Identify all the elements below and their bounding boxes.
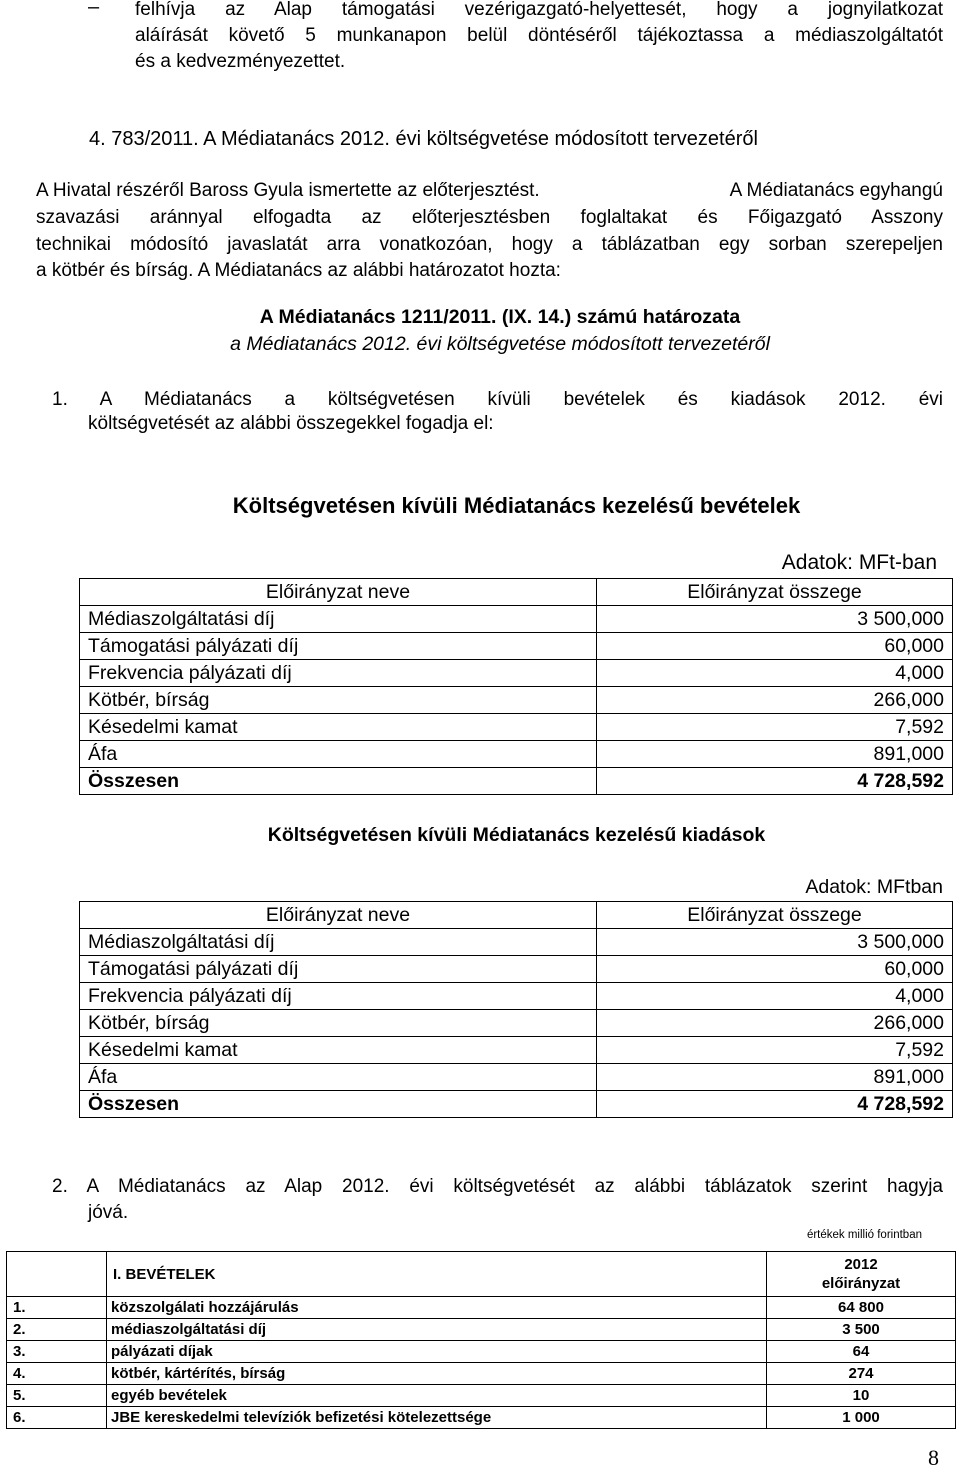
row-index: 2. bbox=[7, 1319, 107, 1341]
paragraph-line-1a: A Hivatal részéről Baross Gyula ismertette az előterjesztést. bbox=[36, 180, 540, 201]
row-label: Frekvencia pályázati díj bbox=[80, 983, 597, 1010]
total-label: Összesen bbox=[80, 768, 597, 795]
row-value: 4,000 bbox=[597, 983, 953, 1010]
table-total-row bbox=[80, 1091, 953, 1118]
point2-line-2: jóvá. bbox=[88, 1202, 129, 1223]
table-row bbox=[7, 1407, 956, 1429]
total-label: Összesen bbox=[80, 1091, 597, 1118]
header-label-cell bbox=[107, 1252, 767, 1297]
bullet-dash: – bbox=[88, 0, 100, 18]
table-header-row bbox=[7, 1252, 956, 1297]
row-value: 891,000 bbox=[597, 1064, 953, 1091]
row-value: 3 500,000 bbox=[597, 606, 953, 633]
row-label: Támogatási pályázati díj bbox=[80, 633, 597, 660]
row-value: 891,000 bbox=[597, 741, 953, 768]
table-row bbox=[80, 660, 953, 687]
row-index: 1. bbox=[7, 1297, 107, 1319]
row-label: Támogatási pályázati díj bbox=[80, 956, 597, 983]
table-row bbox=[80, 633, 953, 660]
row-value: 64 800 bbox=[767, 1297, 956, 1319]
table-header-row bbox=[80, 902, 953, 929]
revenue-header-year: 2012 bbox=[844, 1256, 878, 1273]
intro-line-2: aláírását követő 5 munkanapon belül döntéséről tájékoztassa a médiaszolgáltatót bbox=[135, 25, 943, 46]
row-label: Médiaszolgáltatási díj bbox=[80, 606, 597, 633]
intro-line-3: és a kedvezményezettet. bbox=[135, 51, 346, 72]
row-value: 274 bbox=[767, 1363, 956, 1385]
total-value: 4 728,592 bbox=[597, 1091, 953, 1118]
expense-table-unit: Adatok: MFtban bbox=[805, 876, 943, 898]
row-label: közszolgálati hozzájárulás bbox=[107, 1297, 767, 1319]
row-label: Késedelmi kamat bbox=[80, 1037, 597, 1064]
point2-line-1: 2. A Médiatanács az Alap 2012. évi költségvetését az alábbi táblázatok szerint hagyja bbox=[52, 1176, 943, 1197]
paragraph-line-3: technikai módosító javaslatát arra vonatkozóan, hogy a táblázatban egy sorban szerepeljen bbox=[36, 234, 943, 255]
paragraph-line-1b: A Médiatanács egyhangú bbox=[729, 180, 943, 201]
table-row bbox=[80, 983, 953, 1010]
table-row bbox=[7, 1341, 956, 1363]
table-row bbox=[80, 741, 953, 768]
row-label: médiaszolgáltatási díj bbox=[107, 1319, 767, 1341]
column-header: Előirányzat összege bbox=[597, 579, 953, 606]
expense-table-title: Költségvetésen kívüli Médiatanács kezelésű kiadások bbox=[267, 824, 766, 846]
row-label: Áfa bbox=[80, 741, 597, 768]
row-value: 3 500,000 bbox=[597, 929, 953, 956]
table-row bbox=[7, 1297, 956, 1319]
row-value: 266,000 bbox=[597, 1010, 953, 1037]
revenue-table-note: értékek millió forintban bbox=[806, 1229, 922, 1241]
row-index: 6. bbox=[7, 1407, 107, 1429]
row-value: 4,000 bbox=[597, 660, 953, 687]
revenue-header-amount: előirányzat bbox=[821, 1275, 901, 1292]
row-label: Frekvencia pályázati díj bbox=[80, 660, 597, 687]
paragraph-line-4: a kötbér és bírság. A Médiatanács az alábbi határozatot hozta: bbox=[36, 260, 561, 281]
revenue-header-label: I. BEVÉTELEK bbox=[113, 1265, 216, 1283]
row-value: 60,000 bbox=[597, 956, 953, 983]
total-value: 4 728,592 bbox=[597, 768, 953, 795]
row-label: kötbér, kártérítés, bírság bbox=[107, 1363, 767, 1385]
table-row bbox=[80, 1037, 953, 1064]
table-row bbox=[80, 929, 953, 956]
intro-line-1: felhívja az Alap támogatási vezérigazgató-helyettesét, hogy a jognyilatkozat bbox=[135, 0, 943, 20]
row-label: Médiaszolgáltatási díj bbox=[80, 929, 597, 956]
table-row bbox=[7, 1319, 956, 1341]
row-value: 60,000 bbox=[597, 633, 953, 660]
table-row bbox=[80, 1064, 953, 1091]
table-row bbox=[7, 1385, 956, 1407]
header-amount-cell bbox=[767, 1252, 956, 1297]
row-index: 3. bbox=[7, 1341, 107, 1363]
page-number: 8 bbox=[928, 1445, 939, 1470]
row-index: 5. bbox=[7, 1385, 107, 1407]
row-label: egyéb bevételek bbox=[107, 1385, 767, 1407]
row-value: 266,000 bbox=[597, 687, 953, 714]
paragraph-line-2: szavazási aránnyal elfogadta az előterjesztésben foglaltakat és Főigazgató Asszony bbox=[36, 207, 943, 228]
point1-line-2: költségvetését az alábbi összegekkel fogadja el: bbox=[88, 413, 494, 434]
row-value: 7,592 bbox=[597, 1037, 953, 1064]
row-value: 1 000 bbox=[767, 1407, 956, 1429]
table-row bbox=[80, 606, 953, 633]
row-value: 7,592 bbox=[597, 714, 953, 741]
income-table bbox=[79, 578, 953, 795]
column-header: Előirányzat neve bbox=[80, 902, 597, 929]
table-row bbox=[80, 956, 953, 983]
row-label: JBE kereskedelmi televíziók befizetési kötelezettsége bbox=[107, 1407, 767, 1429]
row-label: Áfa bbox=[80, 1064, 597, 1091]
resolution-subtitle: a Médiatanács 2012. évi költségvetése módosított tervezetéről bbox=[230, 333, 770, 355]
row-label: pályázati díjak bbox=[107, 1341, 767, 1363]
table-total-row bbox=[80, 768, 953, 795]
row-label: Kötbér, bírság bbox=[80, 687, 597, 714]
income-table-unit: Adatok: MFt-ban bbox=[781, 551, 937, 574]
table-row bbox=[7, 1363, 956, 1385]
column-header: Előirányzat neve bbox=[80, 579, 597, 606]
row-value: 64 bbox=[767, 1341, 956, 1363]
income-table-title: Költségvetésen kívüli Médiatanács kezelésű bevételek bbox=[232, 493, 801, 518]
table-row bbox=[80, 687, 953, 714]
row-index: 4. bbox=[7, 1363, 107, 1385]
row-label: Kötbér, bírság bbox=[80, 1010, 597, 1037]
column-header: Előirányzat összege bbox=[597, 902, 953, 929]
row-value: 3 500 bbox=[767, 1319, 956, 1341]
expense-table bbox=[79, 901, 953, 1118]
resolution-title: A Médiatanács 1211/2011. (IX. 14.) számú határozata bbox=[259, 306, 741, 328]
header-spacer bbox=[7, 1252, 107, 1297]
row-label: Késedelmi kamat bbox=[80, 714, 597, 741]
table-header-row bbox=[80, 579, 953, 606]
table-row bbox=[80, 714, 953, 741]
point1-line-1: 1. A Médiatanács a költségvetésen kívüli bevételek és kiadások 2012. évi bbox=[52, 389, 943, 410]
row-value: 10 bbox=[767, 1385, 956, 1407]
table-row bbox=[80, 1010, 953, 1037]
section-heading: 4. 783/2011. A Médiatanács 2012. évi költségvetése módosított tervezetéről bbox=[89, 128, 758, 150]
revenue-table bbox=[6, 1251, 956, 1429]
